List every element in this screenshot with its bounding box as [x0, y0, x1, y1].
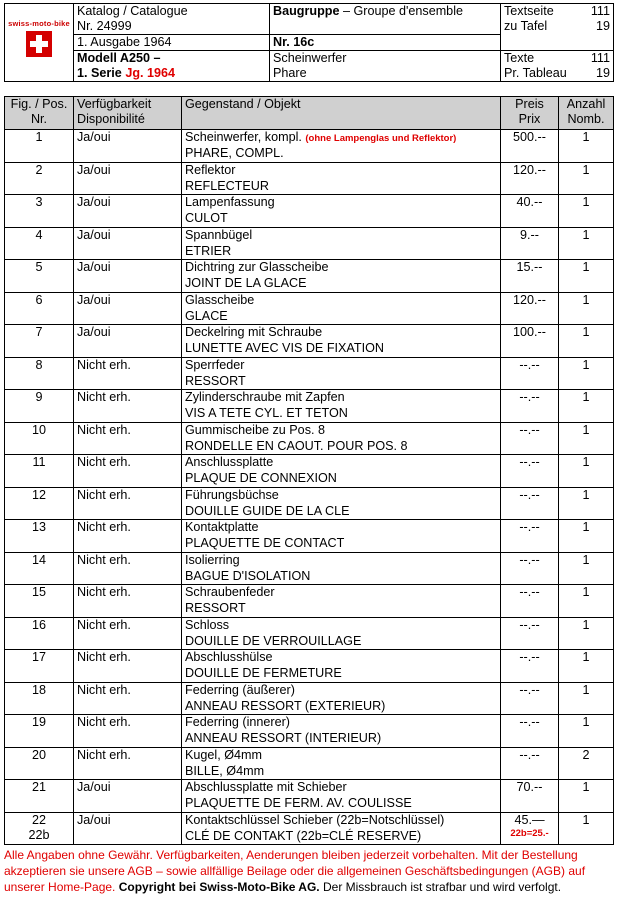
availability: Ja/oui	[74, 162, 182, 195]
quantity: 1	[559, 162, 614, 195]
texte-value: 111	[590, 51, 610, 65]
quantity: 1	[559, 520, 614, 553]
model-series: 1. Serie	[77, 66, 126, 80]
pos-number: 19	[5, 715, 74, 748]
object-name-fr: ANNEAU RESSORT (INTERIEUR)	[185, 731, 382, 745]
object-cell	[182, 552, 501, 585]
price: --.--	[519, 617, 540, 632]
pos-number: 5	[5, 260, 74, 293]
group-cell	[270, 4, 501, 35]
availability: Ja/oui	[74, 292, 182, 325]
pos-number: 17	[5, 650, 74, 683]
quantity: 1	[559, 227, 614, 260]
table-row	[5, 812, 614, 845]
object-cell	[182, 422, 501, 455]
col-header-quantity: Anzahl Nomb.	[559, 97, 614, 130]
edition-cell	[74, 35, 270, 51]
pos-number: 9	[5, 390, 74, 423]
object-name-fr: CLÉ DE CONTAKT (22b=CLÉ RESERVE)	[185, 828, 422, 843]
zu-tafel-label: zu Tafel	[504, 19, 548, 33]
pos-number: 20	[5, 747, 74, 780]
table-row	[5, 780, 614, 813]
table-row	[5, 162, 614, 195]
model-line1: Modell A250 –	[77, 51, 161, 65]
availability: Nicht erh.	[74, 650, 182, 683]
logo-text: swiss-moto-bike	[8, 18, 70, 28]
footer-abuse-note: Der Missbrauch ist strafbar und wird verfolgt.	[319, 880, 562, 894]
object-name-fr: PLAQUETTE DE FERM. AV. COULISSE	[185, 796, 412, 810]
quantity: 1	[559, 195, 614, 228]
texte-cell	[501, 51, 614, 82]
object-cell	[182, 162, 501, 195]
price-cell	[501, 390, 559, 423]
price-cell	[501, 455, 559, 488]
quantity: 1	[559, 422, 614, 455]
price-cell	[501, 422, 559, 455]
pos-number: 22 22b	[5, 812, 74, 845]
price-cell	[501, 130, 559, 163]
object-name-de: Anschlussplatte	[185, 455, 274, 469]
col-header-fig: Fig. / Pos. Nr.	[5, 97, 74, 130]
object-name-fr: CULOT	[185, 211, 228, 225]
price-cell	[501, 487, 559, 520]
pos-number: 6	[5, 292, 74, 325]
table-row	[5, 617, 614, 650]
pos-number: 14	[5, 552, 74, 585]
object-cell	[182, 715, 501, 748]
availability: Nicht erh.	[74, 747, 182, 780]
price-cell	[501, 325, 559, 358]
company-logo	[8, 4, 70, 68]
object-name-fr: RESSORT	[185, 373, 246, 388]
textseite-cell	[501, 4, 614, 51]
object-cell	[182, 292, 501, 325]
price-cell	[501, 812, 559, 845]
object-cell	[182, 780, 501, 813]
model-year: Jg. 1964	[125, 66, 176, 80]
price: 9.--	[520, 227, 539, 242]
pos-number: 13	[5, 520, 74, 553]
price: --.--	[519, 390, 540, 404]
pos-number: 10	[5, 422, 74, 455]
object-name-de: Reflektor	[185, 162, 236, 177]
parts-table	[4, 96, 614, 845]
object-name-fr: GLACE	[185, 308, 228, 323]
footer-copyright: Copyright bei Swiss-Moto-Bike AG.	[118, 880, 320, 894]
price-cell	[501, 617, 559, 650]
table-row	[5, 520, 614, 553]
object-name-de: Federring (innerer)	[185, 715, 290, 729]
table-row	[5, 455, 614, 488]
group-nr-cell	[270, 35, 501, 51]
object-name-fr: VIS A TETE CYL. ET TETON	[185, 406, 348, 420]
price: --.--	[519, 520, 540, 534]
price: 500.--	[513, 130, 546, 144]
price-cell	[501, 650, 559, 683]
object-name-fr: REFLECTEUR	[185, 178, 269, 193]
object-cell	[182, 520, 501, 553]
catalog-cell	[74, 4, 270, 35]
price-cell	[501, 585, 559, 618]
table-row	[5, 390, 614, 423]
object-name-fr: LUNETTE AVEC VIS DE FIXATION	[185, 341, 384, 355]
price: 120.--	[513, 292, 546, 307]
pos-number: 16	[5, 617, 74, 650]
availability: Nicht erh.	[74, 520, 182, 553]
object-name-fr: ETRIER	[185, 243, 232, 258]
price-cell	[501, 260, 559, 293]
group-name-de: Scheinwerfer	[273, 51, 347, 65]
object-cell	[182, 585, 501, 618]
object-name-de: Lampenfassung	[185, 195, 275, 209]
availability: Nicht erh.	[74, 390, 182, 423]
pos-number: 1	[5, 130, 74, 163]
quantity: 1	[559, 552, 614, 585]
table-row	[5, 552, 614, 585]
availability: Nicht erh.	[74, 682, 182, 715]
object-cell	[182, 325, 501, 358]
price: 15.--	[516, 260, 543, 274]
object-name-de: Sperrfeder	[185, 357, 245, 372]
price-cell	[501, 780, 559, 813]
object-cell	[182, 227, 501, 260]
price: --.--	[519, 487, 540, 502]
object-note: (ohne Lampenglas und Reflektor)	[305, 133, 457, 144]
quantity: 1	[559, 357, 614, 390]
object-name-de: Kugel, Ø4mm	[185, 747, 262, 762]
table-row	[5, 130, 614, 163]
quantity: 1	[559, 585, 614, 618]
availability: Nicht erh.	[74, 487, 182, 520]
quantity: 1	[559, 780, 614, 813]
footer-disclaimer-text: Alle Angaben ohne Gewähr. Verfügbarkeiten, Aenderungen bleiben jederzeit vorbehalten. Mit der Bestellung akzeptieren sie unsere AGB – sowie allfällige Beilage oder die allgemeinen Geschäftsbedingungen (AGB) auf unserer Home-Page.	[4, 848, 586, 894]
price: 70.--	[516, 780, 543, 794]
object-cell	[182, 650, 501, 683]
quantity: 1	[559, 455, 614, 488]
group-label-fr: – Groupe d'ensemble	[339, 4, 463, 18]
pos-number: 8	[5, 357, 74, 390]
footer-disclaimer	[4, 847, 616, 895]
object-name-fr: BAGUE D'ISOLATION	[185, 568, 311, 583]
price: --.--	[519, 585, 540, 599]
group-label: Baugruppe	[273, 4, 340, 18]
zu-tafel-value: 19	[595, 19, 610, 33]
availability: Ja/oui	[74, 780, 182, 813]
object-cell	[182, 617, 501, 650]
availability: Ja/oui	[74, 227, 182, 260]
pos-number: 4	[5, 227, 74, 260]
quantity: 1	[559, 390, 614, 423]
price: 120.--	[513, 162, 546, 177]
object-name-de: Dichtring zur Glasscheibe	[185, 260, 329, 274]
group-name-fr: Phare	[273, 66, 307, 80]
table-row	[5, 422, 614, 455]
price-cell	[501, 747, 559, 780]
price: --.--	[519, 552, 540, 567]
model-cell	[74, 51, 270, 82]
quantity: 1	[559, 260, 614, 293]
price: --.--	[519, 747, 540, 762]
group-name-cell	[270, 51, 501, 82]
table-row	[5, 747, 614, 780]
availability: Nicht erh.	[74, 455, 182, 488]
object-name-de: Scheinwerfer, kompl.	[185, 130, 306, 144]
pos-number: 12	[5, 487, 74, 520]
price-cell	[501, 162, 559, 195]
object-cell	[182, 812, 501, 845]
pos-number: 7	[5, 325, 74, 358]
quantity: 1	[559, 487, 614, 520]
object-name-de: Glasscheibe	[185, 292, 255, 307]
group-number: Nr. 16c	[273, 35, 315, 49]
availability: Nicht erh.	[74, 357, 182, 390]
header-table	[4, 3, 614, 82]
price: 45.—	[514, 812, 545, 827]
object-name-de: Gummischeibe zu Pos. 8	[185, 422, 325, 437]
quantity: 1	[559, 682, 614, 715]
catalog-label: Katalog / Catalogue	[77, 4, 188, 18]
table-row	[5, 325, 614, 358]
object-cell	[182, 130, 501, 163]
object-name-fr: RESSORT	[185, 601, 246, 615]
availability: Ja/oui	[74, 812, 182, 845]
price-cell	[501, 195, 559, 228]
object-name-de: Abschlussplatte mit Schieber	[185, 780, 347, 794]
availability: Ja/oui	[74, 130, 182, 163]
price-cell	[501, 227, 559, 260]
object-cell	[182, 195, 501, 228]
object-cell	[182, 682, 501, 715]
table-row	[5, 227, 614, 260]
price-cell	[501, 552, 559, 585]
object-cell	[182, 357, 501, 390]
object-name-fr: BILLE, Ø4mm	[185, 763, 265, 778]
table-row	[5, 260, 614, 293]
price-cell	[501, 682, 559, 715]
price: 100.--	[513, 325, 546, 339]
price: --.--	[519, 715, 540, 729]
table-row	[5, 357, 614, 390]
table-row	[5, 585, 614, 618]
object-name-de: Zylinderschraube mit Zapfen	[185, 390, 345, 404]
object-cell	[182, 390, 501, 423]
swiss-cross-icon	[26, 31, 52, 57]
quantity: 1	[559, 325, 614, 358]
quantity: 1	[559, 715, 614, 748]
price-alt: 22b=25.-	[510, 827, 549, 839]
price: --.--	[519, 357, 540, 372]
price: --.--	[519, 455, 540, 469]
object-cell	[182, 747, 501, 780]
price: --.--	[519, 650, 540, 664]
textseite-label: Textseite	[504, 4, 554, 18]
textseite-value: 111	[590, 4, 610, 18]
object-name-fr: ANNEAU RESSORT (EXTERIEUR)	[185, 698, 386, 713]
object-name-fr: PLAQUETTE DE CONTACT	[185, 536, 345, 550]
pos-number: 18	[5, 682, 74, 715]
price: --.--	[519, 422, 540, 437]
object-name-fr: JOINT DE LA GLACE	[185, 276, 307, 290]
quantity: 1	[559, 292, 614, 325]
object-name-de: Deckelring mit Schraube	[185, 325, 323, 339]
object-cell	[182, 455, 501, 488]
availability: Nicht erh.	[74, 715, 182, 748]
quantity: 1	[559, 650, 614, 683]
logo-cell	[5, 4, 74, 82]
col-header-object: Gegenstand / Objekt	[182, 97, 501, 130]
quantity: 1	[559, 812, 614, 845]
pos-number: 2	[5, 162, 74, 195]
price-cell	[501, 520, 559, 553]
object-name-fr: DOUILLE GUIDE DE LA CLE	[185, 503, 350, 518]
object-name-fr: DOUILLE DE VERROUILLAGE	[185, 633, 362, 648]
tableau-value: 19	[595, 66, 610, 80]
pos-number: 3	[5, 195, 74, 228]
quantity: 1	[559, 617, 614, 650]
availability: Nicht erh.	[74, 617, 182, 650]
table-row	[5, 195, 614, 228]
object-name-fr: RONDELLE EN CAOUT. POUR POS. 8	[185, 438, 408, 453]
availability: Ja/oui	[74, 325, 182, 358]
object-name-fr: DOUILLE DE FERMETURE	[185, 666, 342, 680]
availability: Nicht erh.	[74, 585, 182, 618]
availability: Ja/oui	[74, 195, 182, 228]
object-name-de: Führungsbüchse	[185, 487, 279, 502]
object-cell	[182, 487, 501, 520]
object-name-fr: PLAQUE DE CONNEXION	[185, 471, 337, 485]
object-name-de: Isolierring	[185, 552, 240, 567]
pos-number: 15	[5, 585, 74, 618]
texte-label: Texte	[504, 51, 535, 65]
table-header-row	[5, 97, 614, 130]
price: 40.--	[516, 195, 543, 209]
pos-number: 11	[5, 455, 74, 488]
object-name-fr: PHARE, COMPL.	[185, 146, 284, 160]
table-row	[5, 715, 614, 748]
availability: Nicht erh.	[74, 422, 182, 455]
availability: Ja/oui	[74, 260, 182, 293]
object-name-de: Kontaktplatte	[185, 520, 259, 534]
object-name-de: Abschlusshülse	[185, 650, 273, 664]
pos-number: 21	[5, 780, 74, 813]
object-name-de: Federring (äußerer)	[185, 682, 295, 697]
object-name-de: Schraubenfeder	[185, 585, 275, 599]
col-header-price: Preis Prix	[501, 97, 559, 130]
price-cell	[501, 715, 559, 748]
table-row	[5, 682, 614, 715]
price-cell	[501, 357, 559, 390]
table-row	[5, 487, 614, 520]
quantity: 2	[559, 747, 614, 780]
col-header-availability: Verfügbarkeit Disponibilité	[74, 97, 182, 130]
table-row	[5, 650, 614, 683]
price: --.--	[519, 682, 540, 697]
object-name-de: Spannbügel	[185, 227, 253, 242]
availability: Nicht erh.	[74, 552, 182, 585]
edition: 1. Ausgabe 1964	[77, 35, 172, 49]
table-row	[5, 292, 614, 325]
quantity: 1	[559, 130, 614, 163]
object-cell	[182, 260, 501, 293]
catalog-number: Nr. 24999	[77, 19, 132, 33]
tableau-label: Pr. Tableau	[504, 66, 567, 80]
object-name-de: Schloss	[185, 617, 230, 632]
price-cell	[501, 292, 559, 325]
object-name-de: Kontaktschlüssel Schieber (22b=Notschlüssel)	[185, 812, 445, 827]
